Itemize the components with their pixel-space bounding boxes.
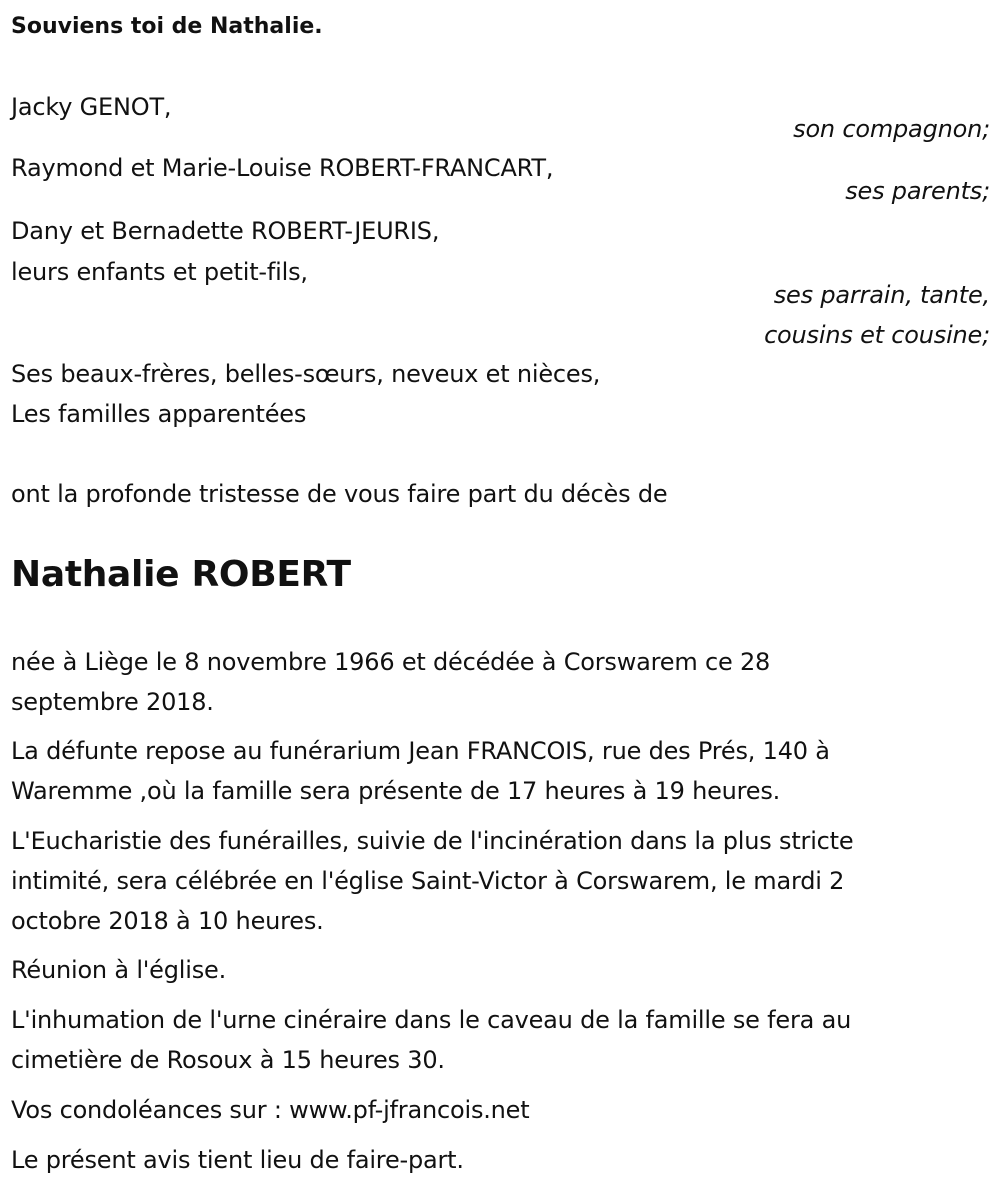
family-member-name: Raymond et Marie-Louise ROBERT-FRANCART, <box>11 154 554 182</box>
family-member-relation-continued: cousins et cousine; <box>764 321 990 349</box>
detail-line: Le présent avis tient lieu de faire-part. <box>11 1146 464 1174</box>
family-member-name-continued: leurs enfants et petit-fils, <box>11 258 308 286</box>
detail-line: intimité, sera célébrée en l'église Saint-Victor à Corswarem, le mardi 2 <box>11 867 845 895</box>
deceased-name: Nathalie ROBERT <box>11 554 351 595</box>
detail-line: née à Liège le 8 novembre 1966 et décédée à Corswarem ce 28 <box>11 648 771 676</box>
detail-line: L'inhumation de l'urne cinéraire dans le caveau de la famille se fera au <box>11 1006 852 1034</box>
family-member-relation: ses parents; <box>845 177 990 205</box>
announcement-text: ont la profonde tristesse de vous faire part du décès de <box>11 480 668 508</box>
detail-line: Waremme ,où la famille sera présente de 17 heures à 19 heures. <box>11 777 781 805</box>
detail-line: Réunion à l'église. <box>11 956 227 984</box>
detail-line: septembre 2018. <box>11 688 214 716</box>
family-member-relation: ses parrain, tante, <box>773 281 990 309</box>
family-member-name: Dany et Bernadette ROBERT-JEURIS, <box>11 217 440 245</box>
notice-heading: Souviens toi de Nathalie. <box>11 14 323 39</box>
condolences-line: Vos condoléances sur : www.pf-jfrancois.net <box>11 1096 530 1124</box>
family-member-name: Ses beaux-frères, belles-sœurs, neveux et nièces, <box>11 360 601 388</box>
family-member-name-continued: Les familles apparentées <box>11 400 307 428</box>
family-member-name: Jacky GENOT, <box>11 93 172 121</box>
detail-line: cimetière de Rosoux à 15 heures 30. <box>11 1046 445 1074</box>
detail-line: octobre 2018 à 10 heures. <box>11 907 324 935</box>
family-member-relation: son compagnon; <box>793 115 990 143</box>
detail-line: L'Eucharistie des funérailles, suivie de l'incinération dans la plus stricte <box>11 827 854 855</box>
detail-line: La défunte repose au funérarium Jean FRANCOIS, rue des Prés, 140 à <box>11 737 830 765</box>
